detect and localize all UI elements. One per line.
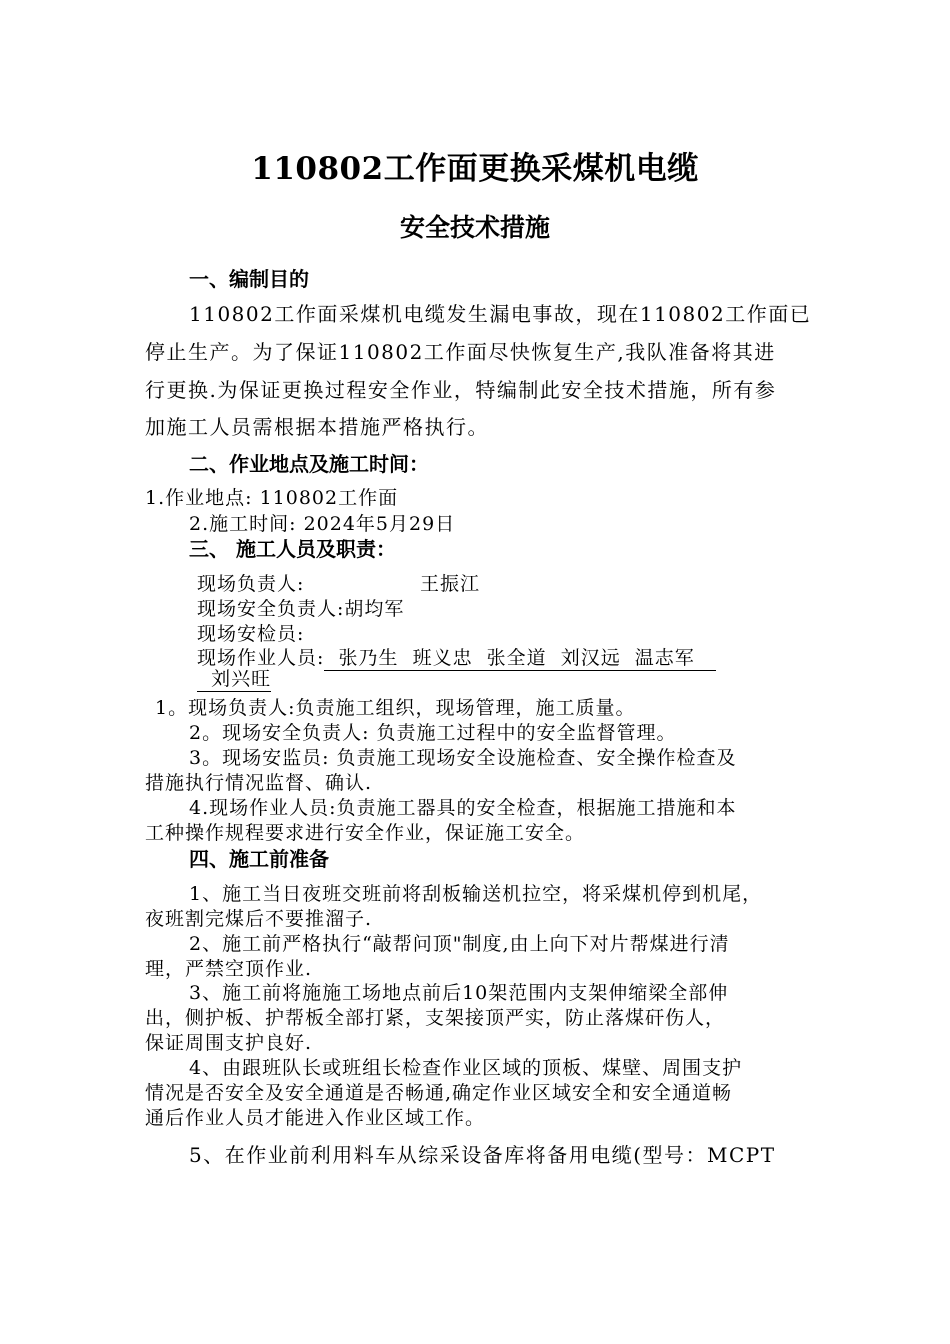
prep-line: 2、施工前严格执行“敲帮问顶"制度,由上向下对片帮煤进行清 [189,933,730,955]
prep-line: 3、施工前将施施工场地点前后10架范围内支架伸缩梁全部伸 [189,982,729,1004]
site-leader-name: 王振江 [420,573,481,595]
prep-line: 理，严禁空顶作业. [145,958,313,980]
section-1-line: 行更换.为保证更换过程安全作业，特编制此安全技术措施，所有参 [145,378,777,402]
duty-line: 4.现场作业人员:负责施工器具的安全检查，根据施工措施和本 [189,797,737,819]
safety-inspector: 现场安检员: [197,623,305,645]
section-4-heading: 四、施工前准备 [189,847,329,871]
duty-line: 工种操作规程要求进行安全作业，保证施工安全。 [145,822,586,844]
workers-label: 现场作业人员: [197,647,325,669]
duty-line: 3。现场安监员: 负责施工现场安全设施检查、安全操作检查及 [189,747,737,769]
section-1-line: 加施工人员需根据本措施严格执行。 [145,415,489,439]
document-title: 110802工作面更换采煤机电缆 [251,151,699,187]
prep-line: 通后作业人员才能进入作业区域工作。 [145,1107,486,1129]
prep-line: 保证周围支护良好. [145,1032,313,1054]
prep-line: 夜班割完煤后不要推溜子. [145,908,373,930]
section-2-heading: 二、作业地点及施工时间： [189,452,429,476]
site-leader-label: 现场负责人: [197,573,305,595]
prep-line: 1、施工当日夜班交班前将刮板输送机拉空，将采煤机停到机尾， [189,883,763,905]
section-1-line: 110802工作面采煤机电缆发生漏电事故，现在110802工作面已 [189,302,812,326]
section-1-line: 停止生产。为了保证110802工作面尽快恢复生产,我队准备将其进 [145,340,776,364]
section-1-heading: 一、编制目的 [189,267,309,291]
duty-line: 2。现场安全负责人: 负责施工过程中的安全监督管理。 [189,722,677,744]
prep-line: 4、由跟班队长或班组长检查作业区域的顶板、煤壁、周围支护 [189,1057,743,1079]
duty-line: 1。现场负责人:负责施工组织，现场管理，施工质量。 [155,697,636,719]
safety-leader: 现场安全负责人:胡均军 [197,598,405,620]
section-3-heading: 三、 施工人员及职责： [189,537,396,561]
work-location: 1.作业地点: 110802工作面 [145,487,399,509]
workers-row [197,643,716,671]
duty-line: 措施执行情况监督、确认. [145,772,373,794]
workers-names-2: 刘兴旺 [197,668,272,690]
work-time: 2.施工时间: 2024年5月29日 [189,513,456,535]
workers-names: 张乃生 班义忠 张全道 刘汉远 温志军 [324,647,716,669]
workers-row-2 [197,667,271,692]
prep-line: 出，侧护板、护帮板全部打紧，支架接顶严实，防止落煤矸伤人， [145,1007,726,1029]
prep-line: 5、在作业前利用料车从综采设备库将备用电缆(型号：MCPT [189,1143,776,1167]
prep-line: 情况是否安全及安全通道是否畅通,确定作业区域安全和安全通道畅 [145,1082,733,1104]
document-subtitle: 安全技术措施 [399,213,550,242]
